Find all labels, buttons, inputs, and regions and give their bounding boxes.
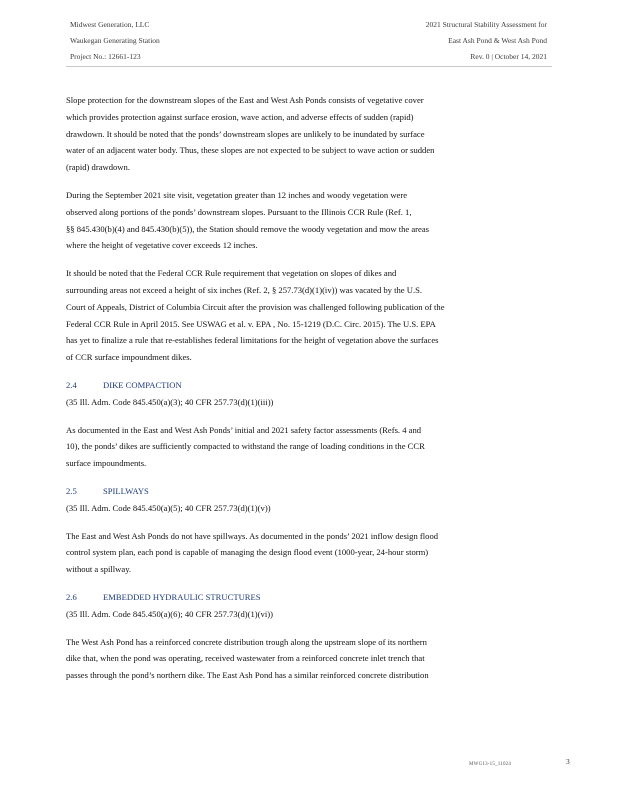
section-reference: (35 Ill. Adm. Code 845.450(a)(5); 40 CFR 257.73(d)(1)(v)) <box>66 502 271 513</box>
text-line: surrounding areas not exceed a height of six inches (Ref. 2, § 257.73(d)(1)(iv)) was vacated by the U.S. <box>66 284 423 295</box>
revision-date: Rev. 0 | October 14, 2021 <box>470 52 547 61</box>
section-reference: (35 Ill. Adm. Code 845.450(a)(6); 40 CFR 257.73(d)(1)(vi)) <box>66 608 273 619</box>
section-heading-spillways <box>66 483 536 500</box>
text-line: of CCR surface impoundment dikes. <box>66 352 192 363</box>
paragraph-hydraulic-structures <box>66 634 536 684</box>
text-line: As documented in the East and West Ash Ponds’ initial and 2021 safety factor assessments (Refs. 4 and <box>66 424 422 435</box>
text-line: The East and West Ash Ponds do not have spillways. As documented in the ponds’ 2021 inflow design flood <box>66 530 439 541</box>
text-line: §§ 845.430(b)(4) and 845.430(b)(5)), the Station should remove the woody vegetation and mow the areas <box>66 223 429 234</box>
document-body <box>66 92 536 695</box>
project-number: Project No.: 12661-123 <box>70 52 141 61</box>
section-heading-hydraulic-structures <box>66 589 536 606</box>
section-number: 2.4 <box>66 379 77 390</box>
text-line: without a spillway. <box>66 564 132 575</box>
page-number: 3 <box>566 757 570 766</box>
section-number: 2.6 <box>66 591 77 602</box>
report-subject: East Ash Pond & West Ash Pond <box>448 36 547 45</box>
text-line: The West Ash Pond has a reinforced concrete distribution trough along the upstream slope of its northern <box>66 636 427 647</box>
paragraph-slope-protection <box>66 92 536 176</box>
text-line: observed along portions of the ponds’ downstream slopes. Pursuant to the Illinois CCR Rule (Ref. 1, <box>66 206 412 217</box>
text-line: has yet to finalize a rule that re-establishes federal limitations for the height of vegetation above the surfaces <box>66 335 439 346</box>
paragraph-spillways <box>66 528 536 578</box>
report-title: 2021 Structural Stability Assessment for <box>425 20 547 29</box>
text-line: It should be noted that the Federal CCR Rule requirement that vegetation on slopes of dikes and <box>66 268 397 279</box>
text-line: water of an adjacent water body. Thus, these slopes are not expected to be subject to wave action or sudden <box>66 145 435 156</box>
document-code: MWG13-15_11024 <box>469 762 512 767</box>
text-line: Slope protection for the downstream slopes of the East and West Ash Ponds consists of vegetative cover <box>66 95 424 105</box>
section-title: EMBEDDED HYDRAULIC STRUCTURES <box>103 591 261 602</box>
company-name: Midwest Generation, LLC <box>70 20 150 29</box>
section-heading-dike-compaction <box>66 377 536 394</box>
text-line: Federal CCR Rule in April 2015. See USWAG et al. v. EPA , No. 15-1219 (D.C. Circ. 2015). The U.S. EPA <box>66 318 436 329</box>
text-line: control system plan, each pond is capable of managing the design flood event (1000-year, 24-hour storm) <box>66 547 429 558</box>
header-right <box>426 17 547 65</box>
text-line: (rapid) drawdown. <box>66 162 130 173</box>
header-divider <box>66 66 552 67</box>
section-reference: (35 Ill. Adm. Code 845.450(a)(3); 40 CFR 257.73(d)(1)(iii)) <box>66 396 274 407</box>
text-line: During the September 2021 site visit, vegetation greater than 12 inches and woody vegetation were <box>66 189 408 200</box>
text-line: passes through the pond’s northern dike. The East Ash Pond has a similar reinforced concrete distribution <box>66 670 429 681</box>
text-line: Court of Appeals, District of Columbia Circuit after the provision was challenged following publication of the <box>66 301 445 312</box>
section-title: DIKE COMPACTION <box>103 379 182 390</box>
paragraph-federal-rule <box>66 265 536 366</box>
station-name: Waukegan Generating Station <box>70 36 160 45</box>
text-line: 10), the ponds’ dikes are sufficiently compacted to withstand the range of loading conditions in the CCR <box>66 441 425 452</box>
section-title: SPILLWAYS <box>103 485 149 496</box>
text-line: drawdown. It should be noted that the ponds’ downstream slopes are unlikely to be inundated by surface <box>66 128 425 139</box>
text-line: where the height of vegetative cover exceeds 12 inches. <box>66 240 258 251</box>
paragraph-site-visit <box>66 187 536 254</box>
paragraph-dike-compaction <box>66 422 536 472</box>
text-line: which provides protection against surface erosion, wave action, and adverse effects of sudden (rapid) <box>66 111 414 122</box>
text-line: dike that, when the pond was operating, received wastewater from a reinforced concrete inlet trench that <box>66 653 425 664</box>
section-number: 2.5 <box>66 485 77 496</box>
header-left <box>70 17 160 65</box>
text-line: surface impoundments. <box>66 458 147 469</box>
